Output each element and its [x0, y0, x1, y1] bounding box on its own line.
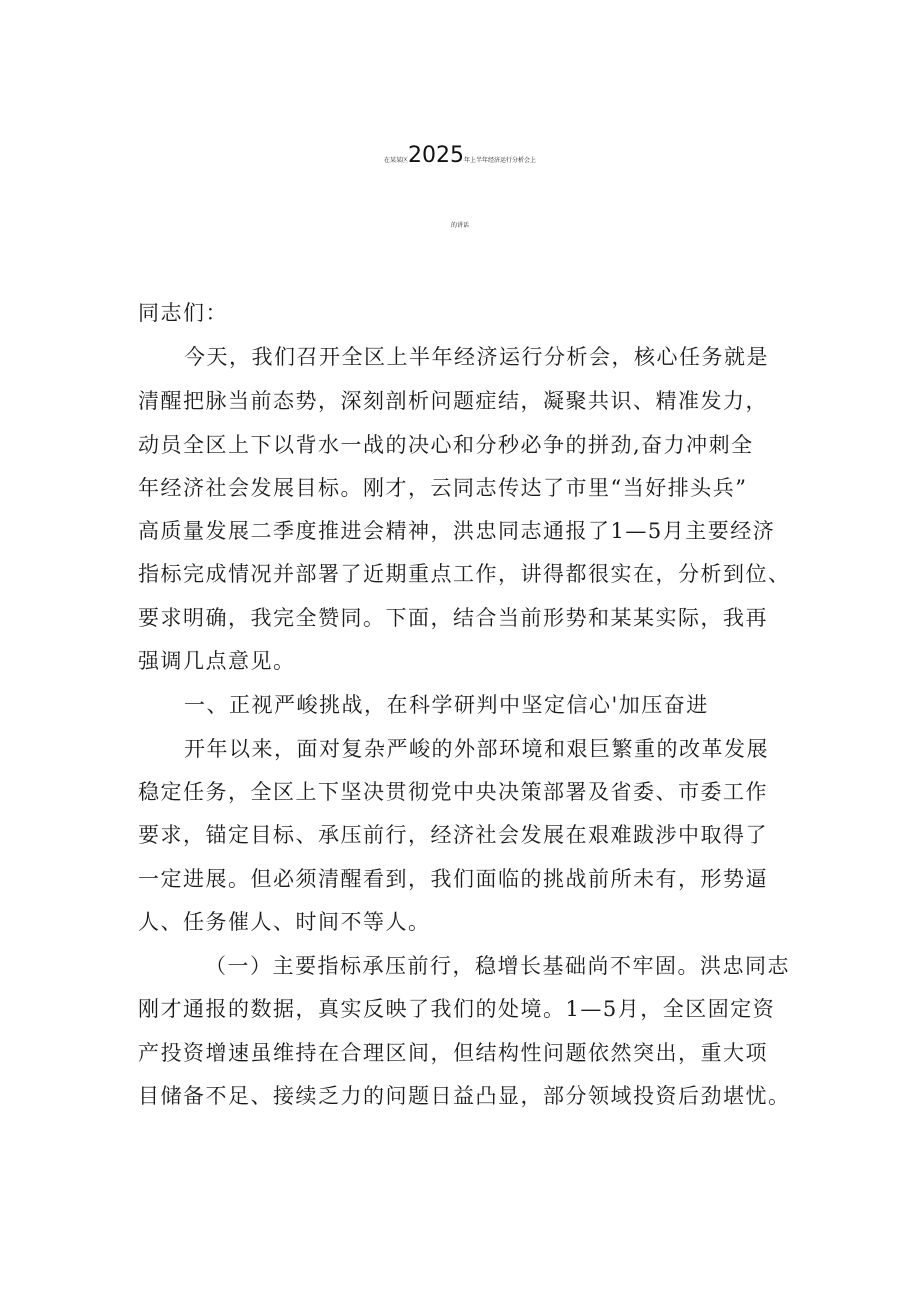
paragraph-line: 指标完成情况并部署了近期重点工作，讲得都很实在，分析到位、	[138, 562, 791, 586]
paragraph-line: 要求明确，我完全赞同。下面，结合当前形势和某某实际，我再	[138, 606, 768, 630]
paragraph-line: 稳定任务，全区上下坚决贯彻党中央决策部署及省委、市委工作	[138, 780, 768, 804]
paragraph-line: 清醒把脉当前态势，深刻剖析问题症结，凝聚共识、精准发力，	[138, 389, 768, 413]
title-suffix: 年上半年经济运行分析会上	[464, 157, 537, 164]
paragraph-line: 高质量发展二季度推进会精神，洪忠同志通报了1—5月主要经济	[138, 519, 776, 543]
salutation: 同志们：	[138, 301, 228, 325]
section-heading: 一、正视严峻挑战，在科学研判中坚定信心'加压奋进	[184, 693, 709, 717]
paragraph-line: 一定进展。但必须清醒看到，我们面临的挑战前所未有，形势逼	[138, 867, 768, 891]
paragraph-line: 开年以来，面对复杂严峻的外部环境和艰巨繁重的改革发展	[184, 737, 769, 761]
paragraph-line: 人、任务催人、时间不等人。	[138, 910, 431, 934]
title-prefix: 在某某区	[383, 157, 408, 164]
paragraph-line: 产投资增速虽维持在合理区间，但结构性问题依然突出，重大项	[138, 1041, 768, 1065]
paragraph-line: 年经济社会发展目标。刚才，云同志传达了市里“当好排头兵”	[138, 476, 748, 500]
document-title-line-1	[0, 136, 920, 181]
paragraph-line: 动员全区上下以背水一战的决心和分秒必争的拼劲,奋力冲刺全	[138, 433, 754, 457]
subsection-line: （一）主要指标承压前行，稳增长基础尚不牢固。洪忠同志	[205, 954, 790, 978]
document-title-line-2: 的讲话	[450, 222, 469, 229]
paragraph-line: 今天，我们召开全区上半年经济运行分析会，核心任务就是	[184, 345, 769, 369]
paragraph-line: 要求，锚定目标、承压前行，经济社会发展在艰难跋涉中取得了	[138, 823, 768, 847]
paragraph-line: 目储备不足、接续乏力的问题日益凸显，部分领域投资后劲堪忧。	[138, 1084, 791, 1108]
paragraph-line: 强调几点意见。	[138, 649, 296, 673]
paragraph-line: 刚才通报的数据，真实反映了我们的处境。1—5月，全区固定资	[138, 997, 776, 1021]
title-year: 2025	[408, 143, 464, 168]
